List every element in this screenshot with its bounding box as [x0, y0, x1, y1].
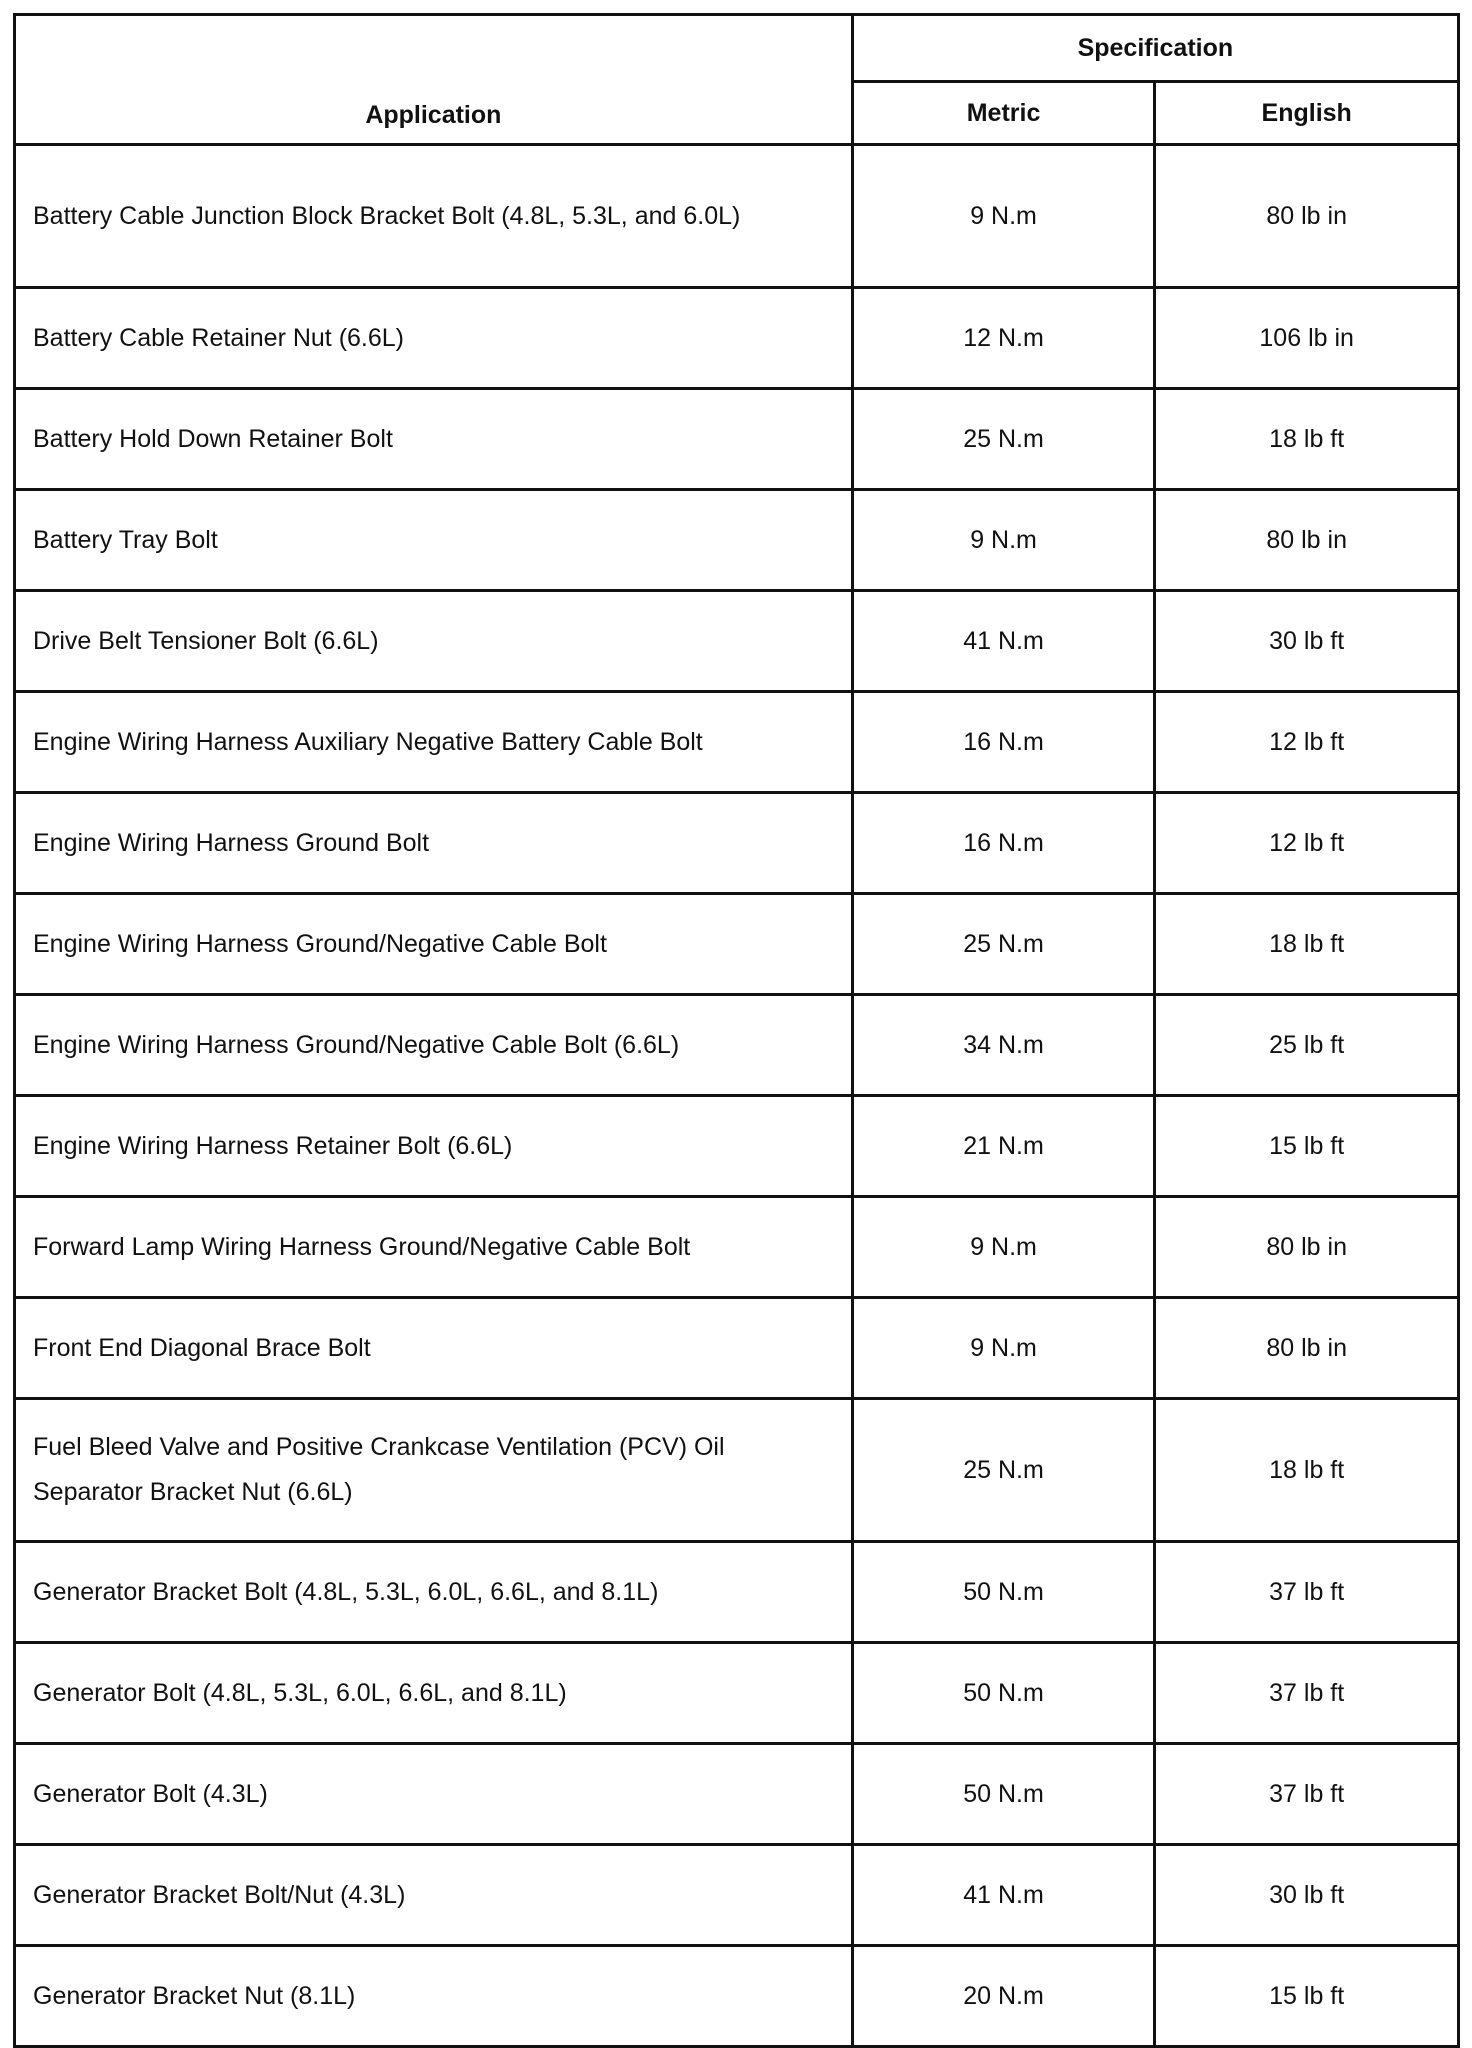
table-row [15, 1542, 1459, 1643]
table-row [15, 1197, 1459, 1298]
english-cell: 12 lb ft [1155, 692, 1459, 793]
application-cell: Generator Bracket Bolt/Nut (4.3L) [15, 1845, 853, 1946]
table-row [15, 1298, 1459, 1399]
english-cell: 80 lb in [1155, 1197, 1459, 1298]
torque-specification-table [13, 13, 1460, 2048]
application-cell: Battery Hold Down Retainer Bolt [15, 389, 853, 490]
english-cell: 30 lb ft [1155, 591, 1459, 692]
english-cell: 80 lb in [1155, 145, 1459, 288]
application-cell: Engine Wiring Harness Ground Bolt [15, 793, 853, 894]
english-cell: 12 lb ft [1155, 793, 1459, 894]
english-cell: 106 lb in [1155, 288, 1459, 389]
application-cell: Fuel Bleed Valve and Positive Crankcase Ventilation (PCV) Oil Separator Bracket Nut (6.6L) [15, 1399, 853, 1542]
table-row [15, 692, 1459, 793]
metric-cell: 50 N.m [852, 1643, 1155, 1744]
metric-cell: 41 N.m [852, 1845, 1155, 1946]
english-cell: 37 lb ft [1155, 1744, 1459, 1845]
table-row [15, 288, 1459, 389]
application-cell: Generator Bolt (4.3L) [15, 1744, 853, 1845]
application-column-header: Application [15, 15, 853, 145]
table-row [15, 894, 1459, 995]
english-cell: 37 lb ft [1155, 1643, 1459, 1744]
specification-column-header: Specification [852, 15, 1458, 82]
metric-cell: 50 N.m [852, 1744, 1155, 1845]
english-cell: 30 lb ft [1155, 1845, 1459, 1946]
english-cell: 80 lb in [1155, 1298, 1459, 1399]
metric-cell: 21 N.m [852, 1096, 1155, 1197]
english-cell: 15 lb ft [1155, 1096, 1459, 1197]
application-cell: Generator Bracket Bolt (4.8L, 5.3L, 6.0L, 6.6L, and 8.1L) [15, 1542, 853, 1643]
english-column-header: English [1155, 82, 1459, 145]
table-row [15, 591, 1459, 692]
application-cell: Engine Wiring Harness Retainer Bolt (6.6L) [15, 1096, 853, 1197]
metric-cell: 25 N.m [852, 1399, 1155, 1542]
application-cell: Engine Wiring Harness Ground/Negative Cable Bolt (6.6L) [15, 995, 853, 1096]
metric-cell: 16 N.m [852, 793, 1155, 894]
table-row [15, 1643, 1459, 1744]
table-row [15, 995, 1459, 1096]
english-cell: 18 lb ft [1155, 1399, 1459, 1542]
metric-cell: 41 N.m [852, 591, 1155, 692]
application-cell: Battery Cable Junction Block Bracket Bolt (4.8L, 5.3L, and 6.0L) [15, 145, 853, 288]
english-cell: 15 lb ft [1155, 1946, 1459, 2047]
metric-cell: 50 N.m [852, 1542, 1155, 1643]
english-cell: 80 lb in [1155, 490, 1459, 591]
metric-cell: 20 N.m [852, 1946, 1155, 2047]
metric-cell: 9 N.m [852, 1197, 1155, 1298]
metric-cell: 16 N.m [852, 692, 1155, 793]
application-cell: Battery Tray Bolt [15, 490, 853, 591]
table-row [15, 1845, 1459, 1946]
application-cell: Battery Cable Retainer Nut (6.6L) [15, 288, 853, 389]
metric-cell: 25 N.m [852, 894, 1155, 995]
application-cell: Engine Wiring Harness Ground/Negative Cable Bolt [15, 894, 853, 995]
english-cell: 25 lb ft [1155, 995, 1459, 1096]
metric-column-header: Metric [852, 82, 1155, 145]
application-cell: Generator Bracket Nut (8.1L) [15, 1946, 853, 2047]
metric-cell: 9 N.m [852, 145, 1155, 288]
table-row [15, 1744, 1459, 1845]
metric-cell: 34 N.m [852, 995, 1155, 1096]
table-row [15, 145, 1459, 288]
metric-cell: 9 N.m [852, 1298, 1155, 1399]
table-row [15, 1946, 1459, 2047]
table-row [15, 793, 1459, 894]
table-row [15, 490, 1459, 591]
english-cell: 37 lb ft [1155, 1542, 1459, 1643]
english-cell: 18 lb ft [1155, 389, 1459, 490]
metric-cell: 25 N.m [852, 389, 1155, 490]
table-row [15, 1096, 1459, 1197]
metric-cell: 12 N.m [852, 288, 1155, 389]
application-cell: Front End Diagonal Brace Bolt [15, 1298, 853, 1399]
header-row-top [15, 15, 1459, 82]
application-cell: Generator Bolt (4.8L, 5.3L, 6.0L, 6.6L, and 8.1L) [15, 1643, 853, 1744]
english-cell: 18 lb ft [1155, 894, 1459, 995]
metric-cell: 9 N.m [852, 490, 1155, 591]
application-cell: Engine Wiring Harness Auxiliary Negative Battery Cable Bolt [15, 692, 853, 793]
table-row [15, 389, 1459, 490]
application-cell: Forward Lamp Wiring Harness Ground/Negative Cable Bolt [15, 1197, 853, 1298]
application-cell: Drive Belt Tensioner Bolt (6.6L) [15, 591, 853, 692]
table-row [15, 1399, 1459, 1542]
